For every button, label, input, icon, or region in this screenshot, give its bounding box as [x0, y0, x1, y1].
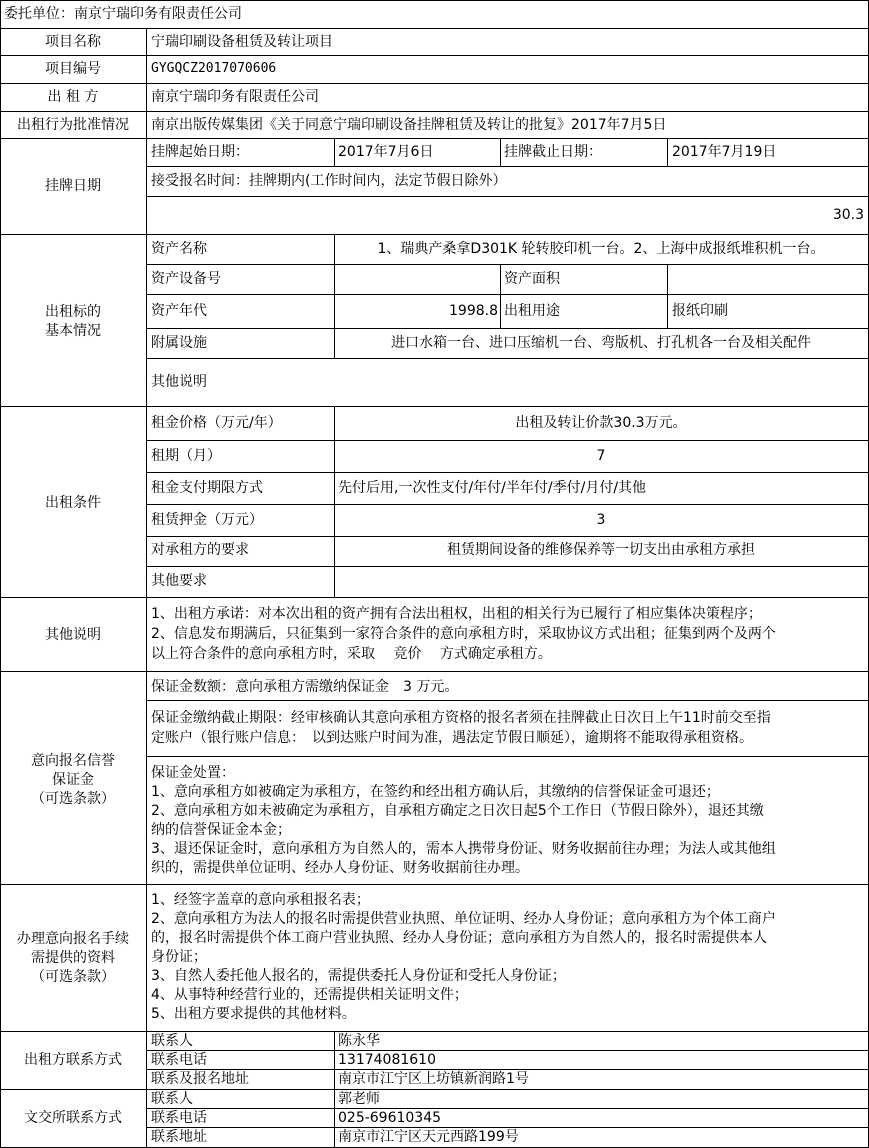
asset-name-label: 资产名称 [151, 241, 207, 257]
entrusting-unit: 委托单位：南京宁瑞印务有限责任公司 [4, 6, 242, 22]
notes-label: 其他说明 [45, 627, 101, 643]
rent-price: 出租及转让价款30.3万元。 [515, 415, 687, 431]
subject-label-line2: 基本情况 [45, 323, 101, 339]
asset-area-label: 资产面积 [504, 271, 560, 287]
documents-item-2a: 2、意向承租方为法人的报名时需提供营业执照、单位证明、经办人身份证；意向承租方为个体工商户 [151, 911, 776, 927]
notes-line1: 1、出租方承诺：对本次出租的资产拥有合法出租权，出租的相关行为已履行了相应集体决策程序； [151, 606, 762, 622]
exchange-contact-phone: 025-69610345 [338, 1110, 442, 1126]
guarantee-handling-title: 保证金处置： [151, 765, 235, 781]
notes-line3: 以上符合条件的意向承租方时，采取 竞价 方式确定承租方。 [151, 646, 552, 662]
approval-text: 南京出版传媒集团《关于同意宁瑞印刷设备挂牌租赁及转让的批复》2017年7月5日 [151, 117, 667, 133]
lessor-contact-label: 出租方联系方式 [24, 1052, 122, 1068]
guarantee-label-line2: 保证金 [52, 772, 94, 788]
lessor-contact-phone: 13174081610 [338, 1052, 436, 1068]
asset-no-label: 资产设备号 [151, 271, 221, 287]
documents-item-4: 4、从事特种经营行业的，还需提供相关证明文件； [151, 987, 468, 1003]
subject-label-line1: 出租标的 [45, 304, 101, 320]
guarantee-handling-1: 1、意向承租方如被确定为承租方，在签约和经出租方确认后，其缴纳的信誉保证金可退还； [151, 784, 720, 800]
documents-item-2b: 的，报名时需提供个体工商户营业执照、经办人身份证；意向承租方为自然人的，报名时需提供本人 [151, 930, 767, 946]
deposit-label: 租赁押金（万元） [151, 512, 263, 528]
listing-start-date: 2017年7月6日 [338, 144, 434, 160]
subject-other-label: 其他说明 [151, 374, 207, 390]
project-name-label: 项目名称 [45, 34, 101, 50]
rental-use: 报纸印刷 [672, 303, 728, 319]
registration-time: 接受报名时间：挂牌期内(工作时间内，法定节假日除外） [151, 173, 507, 189]
rent-price-label: 租金价格（万元/年） [151, 415, 282, 431]
listing-amount: 30.3 [832, 207, 864, 223]
approval-label: 出租行为批准情况 [17, 117, 129, 133]
guarantee-handling-3b: 织的，需提供单位证明、经办人身份证、财务收据前往办理。 [151, 860, 529, 876]
documents-item-2c: 身份证； [151, 949, 207, 965]
asset-age: 1998.8 [449, 303, 498, 319]
listing-end-label: 挂牌截止日期： [504, 144, 602, 160]
lessor-label: 出 租 方 [47, 89, 99, 105]
documents-label-line3: （可选条款） [31, 969, 115, 985]
exchange-contact-address: 南京市江宁区天元西路199号 [338, 1129, 519, 1145]
project-code: GYGQCZ2017070606 [151, 61, 277, 76]
lessor-contact-address-label: 联系及报名地址 [151, 1071, 249, 1087]
listing-end-date: 2017年7月19日 [672, 144, 777, 160]
exchange-contact-phone-label: 联系电话 [151, 1110, 207, 1126]
exchange-contact-label: 文交所联系方式 [24, 1110, 122, 1126]
project-code-label: 项目编号 [45, 61, 101, 77]
guarantee-handling-3a: 3、退还保证金时，意向承租方为自然人的，需本人携带身份证、财务收据前往办理；为法人或其他组 [151, 841, 776, 857]
documents-label-line1: 办理意向报名手续 [17, 931, 129, 947]
payment-method: 先付后用,一次性支付/年付/半年付/季付/月付/其他 [338, 480, 647, 496]
guarantee-handling-2b: 纳的信誉保证金本金； [151, 822, 291, 838]
lessee-requirement: 租赁期间设备的维修保养等一切支出由承租方承担 [447, 542, 755, 558]
exchange-contact-person-label: 联系人 [151, 1091, 193, 1107]
lessor-contact-address: 南京市江宁区上坊镇新润路1号 [338, 1071, 529, 1087]
documents-item-1: 1、经签字盖章的意向承租报名表； [151, 892, 370, 908]
deposit: 3 [596, 512, 606, 528]
documents-item-5: 5、出租方要求提供的其他材料。 [151, 1006, 356, 1022]
rent-period-label: 租期（月） [151, 448, 221, 464]
terms-other-label: 其他要求 [151, 573, 207, 589]
rental-use-label: 出租用途 [504, 303, 560, 319]
notes-line2: 2、信息发布期满后，只征集到一家符合条件的意向承租方时，采取协议方式出租；征集到两个及两个 [151, 626, 776, 642]
guarantee-amount: 保证金数额：意向承租方需缴纳保证金 3 万元。 [151, 679, 459, 695]
guarantee-label-line3: （可选条款） [31, 791, 115, 807]
guarantee-label-line1: 意向报名信誉 [31, 753, 115, 769]
payment-label: 租金支付期限方式 [151, 480, 263, 496]
lessor-contact-person-label: 联系人 [151, 1033, 193, 1049]
documents-label-line2: 需提供的资料 [31, 950, 115, 966]
asset-age-label: 资产年代 [151, 303, 207, 319]
facilities-label: 附属设施 [151, 335, 207, 351]
rent-period: 7 [596, 448, 606, 464]
lessor-contact-phone-label: 联系电话 [151, 1052, 207, 1068]
lessor-name: 南京宁瑞印务有限责任公司 [151, 89, 319, 105]
project-name: 宁瑞印刷设备租赁及转让项目 [151, 34, 333, 50]
listing-date-label: 挂牌日期 [45, 178, 101, 194]
guarantee-deadline-line2: 定账户（银行账户信息： 以到达账户时间为准，遇法定节假日顺延），逾期将不能取得承租资格。 [151, 730, 753, 746]
listing-start-label: 挂牌起始日期： [151, 144, 249, 160]
lessee-requirement-label: 对承租方的要求 [151, 542, 249, 558]
terms-label: 出租条件 [45, 495, 101, 511]
guarantee-deadline-line1: 保证金缴纳截止期限：经审核确认其意向承租方资格的报名者须在挂牌截止日次日上午11时前交至指 [151, 710, 771, 726]
guarantee-handling-2a: 2、意向承租方如未被确定为承租方，自承租方确定之日次日起5个工作日（节假日除外），退还其缴 [151, 803, 764, 819]
exchange-contact-person: 郭老师 [338, 1091, 380, 1107]
documents-item-3: 3、自然人委托他人报名的，需提供委托人身份证和受托人身份证； [151, 968, 566, 984]
exchange-contact-address-label: 联系地址 [151, 1129, 207, 1145]
lessor-contact-person: 陈永华 [338, 1033, 380, 1049]
asset-name: 1、瑞典产桑拿D301K 轮转胶印机一台。2、上海中成报纸堆积机一台。 [377, 241, 825, 257]
facilities: 进口水箱一台、进口压缩机一台、弯版机、打孔机各一台及相关配件 [391, 335, 811, 351]
